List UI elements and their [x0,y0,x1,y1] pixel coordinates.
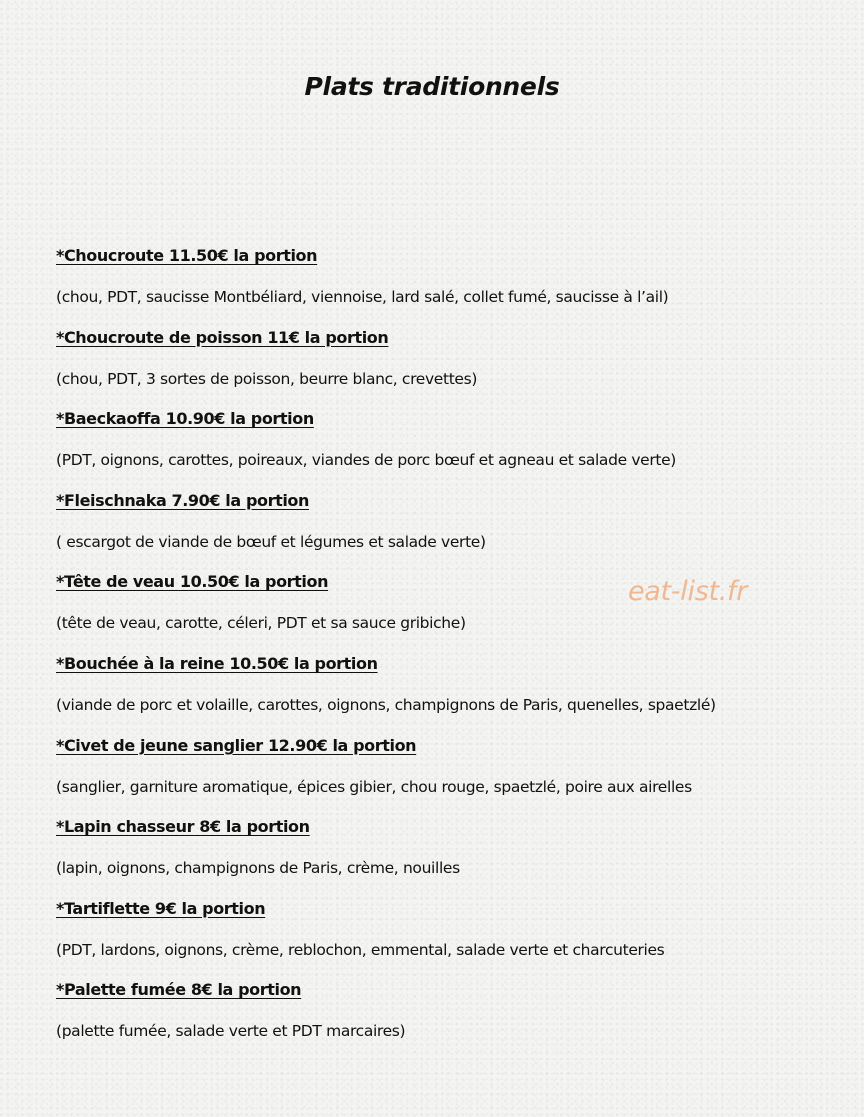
dish-list [56,244,846,1060]
dish-title: *Choucroute de poisson 11€ la portion [56,327,389,347]
dish-title: *Tartiflette 9€ la portion [56,898,266,918]
dish-title: *Civet de jeune sanglier 12.90€ la portion [56,735,417,755]
dish-description: (viande de porc et volaille, carottes, oignons, champignons de Paris, quenelles, spaetzlé) [56,695,716,714]
dish-item [56,407,846,489]
page-title: Plats traditionnels [304,72,560,101]
dish-item [56,652,846,734]
dish-title: *Tête de veau 10.50€ la portion [56,572,329,592]
dish-description: (PDT, oignons, carottes, poireaux, viandes de porc bœuf et agneau et salade verte) [56,451,676,470]
dish-item [56,244,846,326]
dish-item [56,978,846,1060]
dish-item [56,734,846,816]
dish-description: (lapin, oignons, champignons de Paris, crème, nouilles [56,859,460,878]
dish-title: *Choucroute 11.50€ la portion [56,246,318,265]
dish-title: *Palette fumée 8€ la portion [56,980,302,1000]
watermark: eat-list.fr [628,576,748,607]
dish-title: *Fleischnaka 7.90€ la portion [56,490,309,510]
dish-description: (PDT, lardons, oignons, crème, reblochon, emmental, salade verte et charcuteries [56,940,665,959]
dish-item [56,815,846,897]
dish-description: (chou, PDT, 3 sortes de poisson, beurre blanc, crevettes) [56,369,478,388]
dish-item [56,326,846,408]
dish-title: *Bouchée à la reine 10.50€ la portion [56,653,378,673]
dish-description: (palette fumée, salade verte et PDT marcaires) [56,1022,406,1041]
dish-item [56,897,846,979]
dish-description: (chou, PDT, saucisse Montbéliard, viennoise, lard salé, collet fumé, saucisse à l’ail) [56,288,669,306]
dish-item [56,489,846,571]
dish-description: (sanglier, garniture aromatique, épices gibier, chou rouge, spaetzlé, poire aux airelles [56,777,692,796]
dish-description: (tête de veau, carotte, céleri, PDT et sa sauce gribiche) [56,614,466,633]
dish-title: *Lapin chasseur 8€ la portion [56,817,310,837]
dish-description: ( escargot de viande de bœuf et légumes et salade verte) [56,532,486,551]
dish-title: *Baeckaoffa 10.90€ la portion [56,409,314,429]
